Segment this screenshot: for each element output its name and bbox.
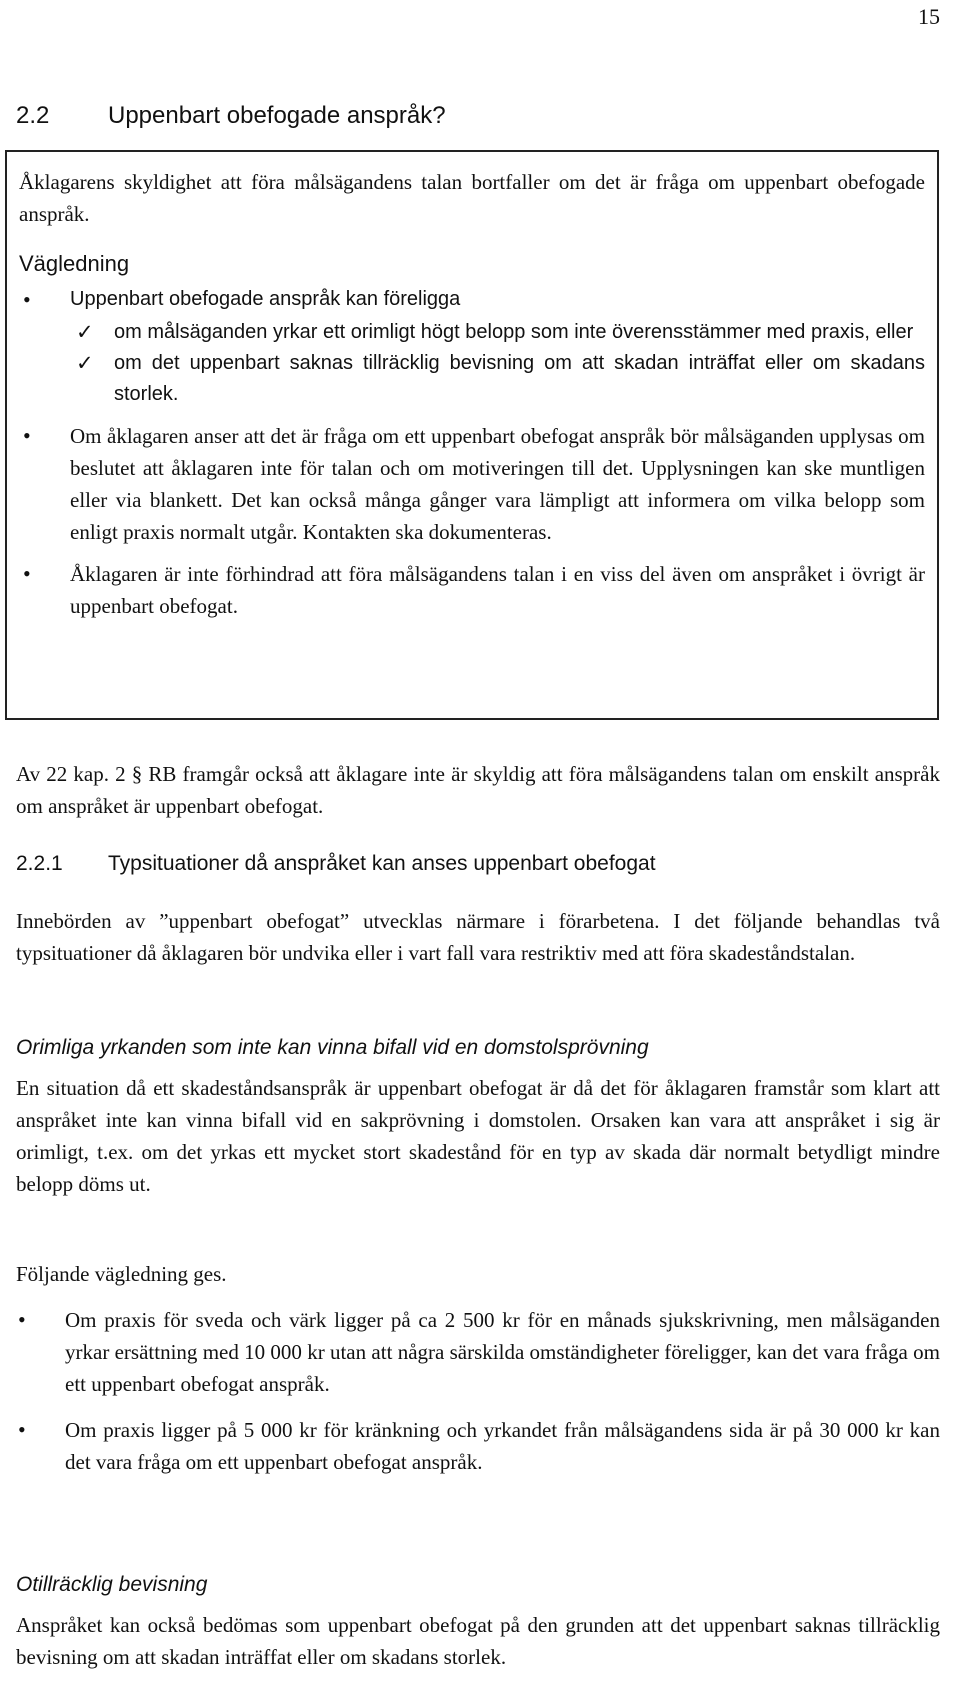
guidance-bullet-text: Åklagaren är inte förhindrad att föra målsägandens talan i en viss del även om anspråket i övrigt är uppenbart obefogat. xyxy=(70,562,925,618)
check-item xyxy=(70,317,925,348)
guidance-bullet-text: Om åklagaren anser att det är fråga om ett uppenbart obefogat anspråk bör målsäganden upplysas om beslutet att åklagaren inte för talan och om motiveringen till det. Upplysningen kan ske muntligen eller via blankett. Det kan också många gånger vara lämpligt att informera om vilka belopp som enligt praxis normalt utgår. Kontakten ska dokumenteras. xyxy=(70,424,925,544)
rb-paragraph: Av 22 kap. 2 § RB framgår också att åklagare inte är skyldig att föra målsägandens talan om enskilt anspråk om anspråket är uppenbart obefogat. xyxy=(16,762,940,818)
subsection-number: 2.2.1 xyxy=(16,852,63,875)
guidance-given-text: Följande vägledning ges. xyxy=(16,1262,227,1286)
guidance-bullet xyxy=(19,420,925,548)
example-text: Om praxis ligger på 5 000 kr för kränkning och yrkandet från målsägandens sida är på 30 000 kr kan det vara fråga om ett uppenbart obefogat anspråk. xyxy=(65,1418,940,1474)
unreasonable-claims-heading: Orimliga yrkanden som inte kan vinna bifall vid en domstolsprövning xyxy=(16,1036,649,1059)
insufficient-evidence-heading: Otillräcklig bevisning xyxy=(16,1573,208,1596)
meaning-paragraph: Innebörden av ”uppenbart obefogat” utvecklas närmare i förarbetena. I det följande behandlas två typsituationer då åklagaren bör undvika eller i vart fall vara restriktiv med att föra skadeståndstalan. xyxy=(16,909,940,965)
check-list xyxy=(70,317,925,410)
check-item xyxy=(70,348,925,410)
guidance-title: Vägledning xyxy=(19,251,130,276)
section-title: Uppenbart obefogade anspråk? xyxy=(108,102,446,129)
example-list xyxy=(16,1304,940,1492)
page-number: 15 xyxy=(918,4,940,29)
bullet-mark: • xyxy=(23,423,31,448)
bullet-mark: • xyxy=(23,287,31,312)
check-item-text: om det uppenbart saknas tillräcklig bevisning om att skadan inträffat eller om skadans storlek. xyxy=(114,352,925,405)
section-heading xyxy=(16,102,446,130)
situation-paragraph: En situation då ett skadeståndsanspråk är uppenbart obefogat är då det för åklagaren framstår som klart att anspråket inte kan vinna bifall vid en sakprövning i domstolen. Orsaken kan vara att anspråket i sig är orimligt, t.ex. om det yrkas ett mycket stort skadestånd för en typ av skada där normalt betydligt mindre belopp döms ut. xyxy=(16,1076,940,1196)
subsection-title: Typsituationer då anspråket kan anses uppenbart obefogat xyxy=(108,852,656,875)
insufficient-evidence-paragraph: Anspråket kan också bedömas som uppenbart obefogat på den grunden att det uppenbart saknas tillräcklig bevisning om att skadan inträffat eller om skadans storlek. xyxy=(16,1613,940,1669)
guidance-box xyxy=(5,150,939,720)
example-item xyxy=(16,1414,940,1478)
section-number: 2.2 xyxy=(16,102,50,129)
guidance-bullet xyxy=(19,284,925,410)
subsection-heading xyxy=(16,852,940,876)
guidance-bullet-text: Uppenbart obefogade anspråk kan föreligga xyxy=(70,288,461,310)
check-icon: ✓ xyxy=(76,352,94,375)
example-item xyxy=(16,1304,940,1400)
bullet-mark: • xyxy=(18,1307,26,1332)
example-text: Om praxis för sveda och värk ligger på ca 2 500 kr för en månads sjukskrivning, men målsäganden yrkar ersättning med 10 000 kr utan att några särskilda omständigheter föreligger, kan det vara fråga om ett uppenbart obefogat anspråk. xyxy=(65,1308,940,1396)
check-item-text: om målsäganden yrkar ett orimligt högt belopp som inte överensstämmer med praxis, eller xyxy=(114,321,914,343)
check-icon: ✓ xyxy=(76,321,94,344)
box-lead-text: Åklagarens skyldighet att föra målsägandens talan bortfaller om det är fråga om uppenbart obefogade anspråk. xyxy=(19,170,925,226)
bullet-mark: • xyxy=(23,561,31,586)
bullet-mark: • xyxy=(18,1417,26,1442)
guidance-bullet xyxy=(19,558,925,622)
